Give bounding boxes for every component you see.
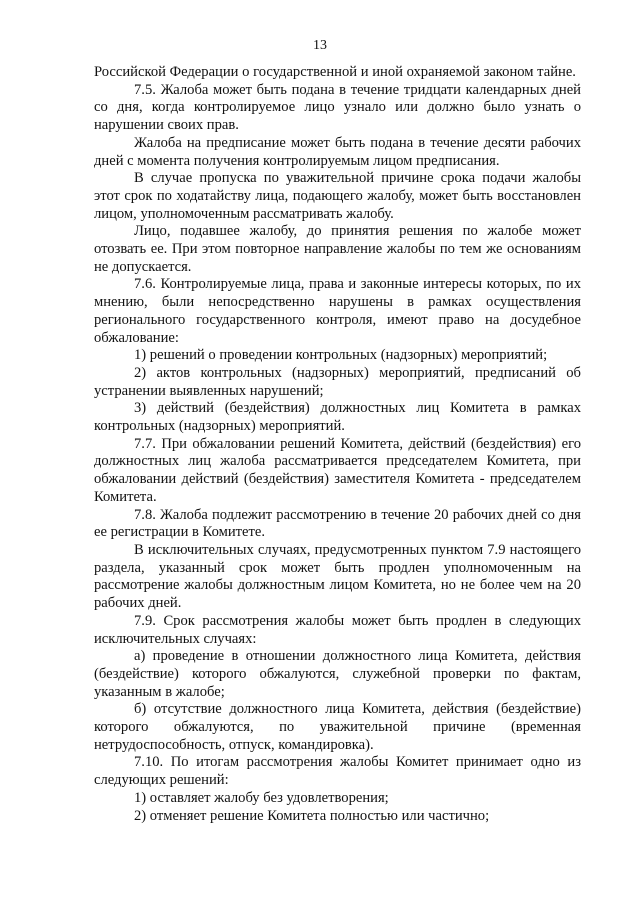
paragraph: 7.6. Контролируемые лица, права и законные интересы которых, по их мнению, были непосредственно нарушены в рамках осуществления регионального государственного контроля, имеют право на досудебное обжалование:: [94, 276, 581, 346]
paragraph: 3) действий (бездействия) должностных лиц Комитета в рамках контрольных (надзорных) мероприятий.: [94, 400, 581, 435]
paragraph: а) проведение в отношении должностного лица Комитета, действия (бездействие) которого обжалуются, служебной проверки по фактам, указанным в жалобе;: [94, 648, 581, 700]
paragraph: В случае пропуска по уважительной причине срока подачи жалобы этот срок по ходатайству лица, подающего жалобу, может быть восстановлен лицом, уполномоченным рассматривать жалобу.: [94, 170, 581, 222]
paragraph: В исключительных случаях, предусмотренных пунктом 7.9 настоящего раздела, указанный срок может быть продлен уполномоченным на рассмотрение жалобы должностным лицом Комитета, но не более чем на 20 рабочих дней.: [94, 541, 581, 612]
paragraph: 7.5. Жалоба может быть подана в течение тридцати календарных дней со дня, когда контролируемое лицо узнало или должно было узнать о нарушении своих прав.: [94, 81, 581, 134]
document-body: [94, 64, 581, 825]
paragraph: 1) оставляет жалобу без удовлетворения;: [134, 789, 389, 806]
paragraph: 7.9. Срок рассмотрения жалобы может быть продлен в следующих исключительных случаях:: [94, 612, 581, 647]
page-number: 13: [313, 38, 327, 53]
paragraph: Российской Федерации о государственной и иной охраняемой законом тайне.: [94, 64, 576, 80]
paragraph: 7.8. Жалоба подлежит рассмотрению в течение 20 рабочих дней со дня ее регистрации в Комитете.: [94, 506, 581, 541]
paragraph: 2) отменяет решение Комитета полностью или частично;: [134, 807, 490, 824]
paragraph: Лицо, подавшее жалобу, до принятия решения по жалобе может отозвать ее. При этом повторное направление жалобы по тем же основаниям не допускается.: [94, 223, 581, 275]
paragraph: 7.7. При обжаловании решений Комитета, действий (бездействия) его должностных лиц жалоба рассматривается председателем Комитета, при обжаловании действий (бездействия) заместителя Комитета - председателем Комитета.: [94, 435, 581, 505]
paragraph: Жалоба на предписание может быть подана в течение десяти рабочих дней с момента получения контролируемым лицом предписания.: [94, 134, 581, 169]
paragraph: 1) решений о проведении контрольных (надзорных) мероприятий;: [134, 347, 548, 364]
paragraph: 7.10. По итогам рассмотрения жалобы Комитет принимает одно из следующих решений:: [94, 754, 581, 789]
paragraph: 2) актов контрольных (надзорных) мероприятий, предписаний об устранении выявленных нарушений;: [94, 364, 581, 399]
paragraph: б) отсутствие должностного лица Комитета, действия (бездействие) которого обжалуются, по уважительной причине (временная нетрудоспособность, отпуск, командировка).: [94, 701, 581, 753]
